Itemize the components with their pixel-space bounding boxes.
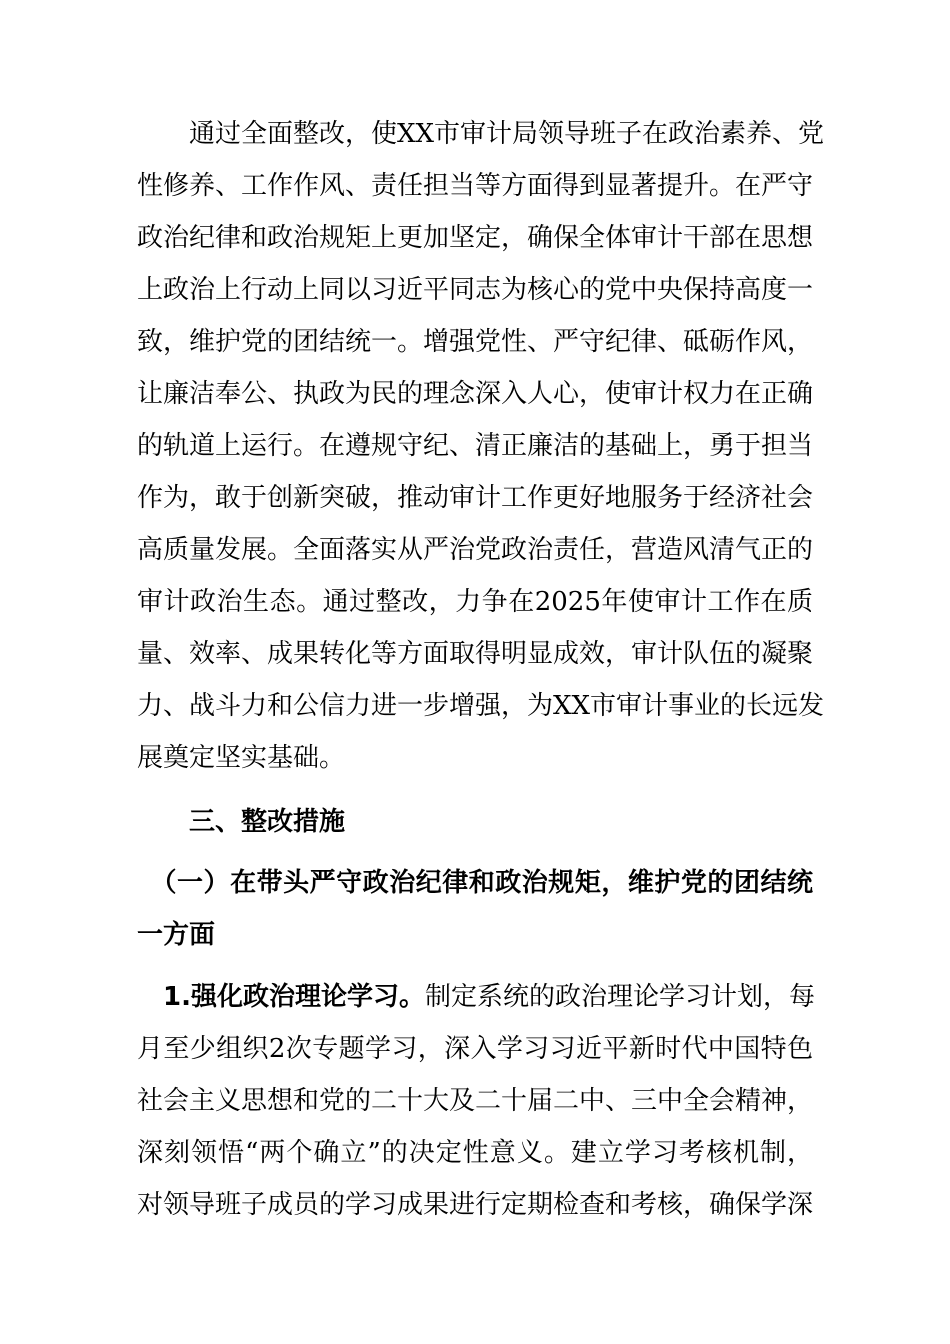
item-line: 月至少组织2次专题学习，深入学习习近平新时代中国特色 (137, 1034, 813, 1064)
paragraph-line: 让廉洁奉公、执政为民的理念深入人心，使审计权力在正确 (137, 379, 814, 409)
item-text: 制定系统的政治理论学习计划，每 (424, 982, 815, 1012)
subsection-heading-line: （一）在带头严守政治纪律和政治规矩，维护党的团结统 (137, 868, 813, 898)
paragraph-line: 审计政治生态。通过整改，力争在2025年使审计工作在质 (137, 587, 813, 617)
item-first-line (137, 977, 813, 1017)
paragraph-line: 作为，敢于创新突破，推动审计工作更好地服务于经济社会 (137, 483, 814, 513)
paragraph-line: 的轨道上运行。在遵规守纪、清正廉洁的基础上，勇于担当 (137, 431, 814, 461)
paragraph-line: 量、效率、成果转化等方面取得明显成效，审计队伍的凝聚 (137, 639, 814, 669)
section-heading: 三、整改措施 (137, 807, 346, 837)
paragraph-line: 通过全面整改，使XX市审计局领导班子在政治素养、党 (137, 119, 825, 149)
paragraph-line: 力、战斗力和公信力进一步增强，为XX市审计事业的长远发 (137, 691, 825, 721)
paragraph-line: 上政治上行动上同以习近平同志为核心的党中央保持高度一 (137, 275, 814, 305)
item-line: 社会主义思想和党的二十大及二十届二中、三中全会精神， (137, 1086, 814, 1116)
paragraph-line: 致，维护党的团结统一。增强党性、严守纪律、砥砺作风， (137, 327, 814, 357)
item-title: 1.强化政治理论学习。 (137, 982, 425, 1012)
subsection-heading-line: 一方面 (137, 920, 216, 950)
paragraph-line: 高质量发展。全面落实从严治党政治责任，营造风清气正的 (137, 535, 814, 565)
item-line: 深刻领悟“两个确立”的决定性意义。建立学习考核机制， (137, 1138, 813, 1168)
paragraph-line: 政治纪律和政治规矩上更加坚定，确保全体审计干部在思想 (137, 223, 814, 253)
paragraph-line: 性修养、工作作风、责任担当等方面得到显著提升。在严守 (137, 171, 814, 201)
item-line: 对领导班子成员的学习成果进行定期检查和考核，确保学深 (137, 1190, 814, 1220)
paragraph-line: 展奠定坚实基础。 (137, 743, 346, 773)
